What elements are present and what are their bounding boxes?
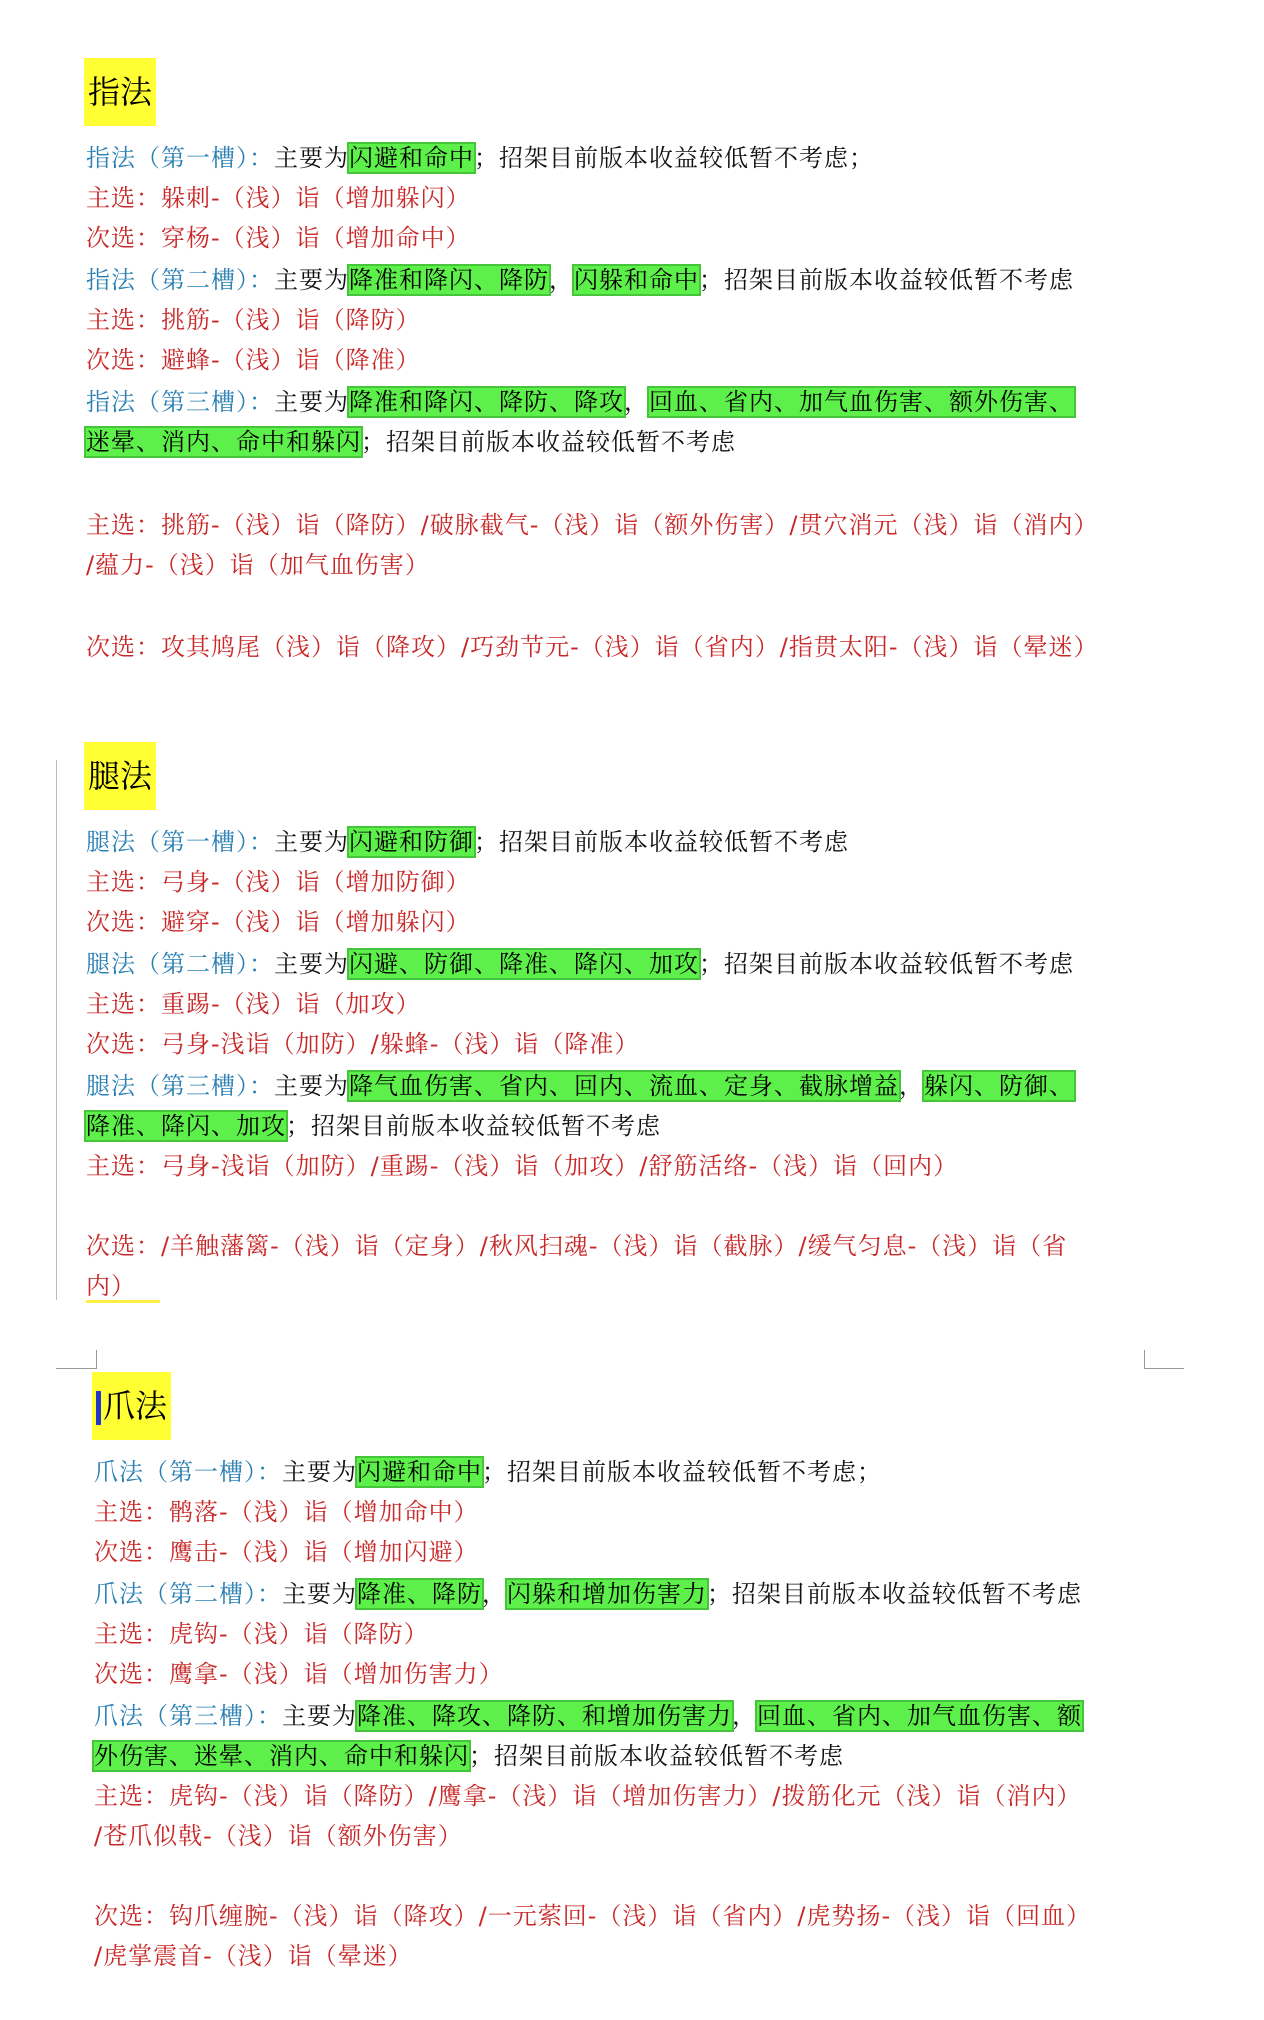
text-span: 次选：穿杨-（浅）诣（增加命中） (86, 224, 471, 252)
text-line (94, 1614, 1214, 1654)
text-line (94, 1574, 1214, 1614)
text-span: 指法（第二槽）： (86, 266, 274, 294)
text-span: 主要为 (274, 1072, 349, 1100)
text-line (86, 862, 1206, 902)
highlighted-text: 闪避、防御、降准、降闪、加攻 (349, 950, 699, 978)
text-line (94, 1936, 1214, 1976)
section-heading-tuifa: 腿法 (84, 742, 156, 810)
text-span: 次选：避穿-（浅）诣（增加躲闪） (86, 908, 471, 936)
text-span: 爪法（第三槽）： (94, 1702, 282, 1730)
text-line (86, 505, 1206, 545)
text-span: 次选：弓身-浅诣（加防）/躲蜂-（浅）诣（降准） (86, 1030, 640, 1058)
highlighted-text: 降准、降闪、加攻 (86, 1112, 286, 1140)
highlighted-text: 闪避和防御 (349, 828, 474, 856)
page-break-mark-right-v (1144, 1350, 1145, 1369)
highlighted-text: 降准和降闪、降防、降攻 (349, 388, 624, 416)
text-line (86, 902, 1206, 942)
text-span: 内） (86, 1272, 136, 1300)
text-line (86, 422, 1206, 462)
text-line (86, 178, 1206, 218)
text-line (86, 260, 1206, 300)
text-span: ；招架目前版本收益较低暂不考虑 (469, 1742, 844, 1770)
text-span: ， (482, 1580, 507, 1608)
text-span: 主选：虎钩-（浅）诣（降防） (94, 1620, 429, 1648)
highlighted-text: 躲闪、防御、 (924, 1072, 1074, 1100)
text-span: 主要为 (274, 144, 349, 172)
text-underline (86, 1300, 160, 1303)
text-line (94, 1696, 1214, 1736)
text-span: 爪法（第一槽）： (94, 1458, 282, 1486)
text-span: 主选：虎钩-（浅）诣（降防）/鹰拿-（浅）诣（增加伤害力）/拨筋化元（浅）诣（消内） (94, 1782, 1082, 1810)
text-span: 主要为 (274, 828, 349, 856)
text-span: 腿法（第二槽）： (86, 950, 274, 978)
text-span: ；招架目前版本收益较低暂不考虑； (482, 1458, 882, 1486)
text-line (86, 545, 1206, 585)
text-span: ；招架目前版本收益较低暂不考虑 (699, 266, 1074, 294)
highlighted-text: 闪避和命中 (349, 144, 474, 172)
text-span: 次选：鹰拿-（浅）诣（增加伤害力） (94, 1660, 504, 1688)
text-span: /蕴力-（浅）诣（加气血伤害） (86, 551, 430, 579)
highlighted-text: 迷晕、消内、命中和躲闪 (86, 428, 361, 456)
text-span: 主选：重踢-（浅）诣（加攻） (86, 990, 421, 1018)
highlighted-text: 回血、省内、加气血伤害、额外伤害、 (649, 388, 1074, 416)
text-span: 主选：挑筋-（浅）诣（降防） (86, 306, 421, 334)
text-span: ， (899, 1072, 924, 1100)
highlighted-text: 闪避和命中 (357, 1458, 482, 1486)
text-line (86, 944, 1206, 984)
page-break-mark-right (1144, 1368, 1184, 1369)
highlighted-text: 降准和降闪、降防 (349, 266, 549, 294)
text-span: ， (549, 266, 574, 294)
text-span: ， (624, 388, 649, 416)
text-line (86, 627, 1206, 667)
text-line (86, 218, 1206, 258)
text-line (86, 822, 1206, 862)
text-line (94, 1492, 1214, 1532)
section-heading-zhuafa (92, 1372, 171, 1440)
text-span: 次选：钩爪缠腕-（浅）诣（降攻）/一元萦回-（浅）诣（省内）/虎势扬-（浅）诣（回血） (94, 1902, 1092, 1930)
text-line (86, 1024, 1206, 1064)
text-line (94, 1816, 1214, 1856)
section-heading-zhifa: 指法 (84, 58, 156, 126)
text-span: 主要为 (274, 388, 349, 416)
text-span: ；招架目前版本收益较低暂不考虑 (286, 1112, 661, 1140)
text-span: 主选：鹘落-（浅）诣（增加命中） (94, 1498, 479, 1526)
text-span: ；招架目前版本收益较低暂不考虑 (699, 950, 1074, 978)
text-span: /虎掌震首-（浅）诣（晕迷） (94, 1942, 413, 1970)
text-span: ；招架目前版本收益较低暂不考虑 (707, 1580, 1082, 1608)
text-span: 主要为 (274, 266, 349, 294)
text-line (86, 340, 1206, 380)
text-span: 腿法（第一槽）： (86, 828, 274, 856)
text-line (86, 984, 1206, 1024)
text-span: /苍爪似戟-（浅）诣（额外伤害） (94, 1822, 463, 1850)
text-span: 主选：躲刺-（浅）诣（增加躲闪） (86, 184, 471, 212)
highlighted-text: 闪躲和命中 (574, 266, 699, 294)
text-line (94, 1532, 1214, 1572)
text-span: ；招架目前版本收益较低暂不考虑； (474, 144, 874, 172)
text-span: 次选：攻其鸠尾（浅）诣（降攻）/巧劲节元-（浅）诣（省内）/指贯太阳-（浅）诣（晕迷） (86, 633, 1099, 661)
text-line (94, 1654, 1214, 1694)
text-line (94, 1896, 1214, 1936)
section-heading-text: 爪法 (103, 1387, 168, 1425)
text-span: 指法（第一槽）： (86, 144, 274, 172)
highlighted-text: 外伤害、迷晕、消内、命中和躲闪 (94, 1742, 469, 1770)
text-line (94, 1736, 1214, 1776)
text-span: 主要为 (282, 1458, 357, 1486)
text-span: 腿法（第三槽）： (86, 1072, 274, 1100)
text-span: 主选：弓身-（浅）诣（增加防御） (86, 868, 471, 896)
text-line (86, 382, 1206, 422)
text-line (86, 1066, 1206, 1106)
text-span: 次选：鹰击-（浅）诣（增加闪避） (94, 1538, 479, 1566)
highlighted-text: 降准、降攻、降防、和增加伤害力 (357, 1702, 732, 1730)
text-span: ， (732, 1702, 757, 1730)
text-span: 指法（第三槽）： (86, 388, 274, 416)
highlighted-text: 降准、降防 (357, 1580, 482, 1608)
text-span: 次选：/羊触藩篱-（浅）诣（定身）/秋风扫魂-（浅）诣（截脉）/缓气匀息-（浅）诣（省 (86, 1232, 1068, 1260)
page-break-mark-left (56, 1368, 96, 1369)
highlighted-text: 闪躲和增加伤害力 (507, 1580, 707, 1608)
text-span: 主要为 (282, 1702, 357, 1730)
text-line (94, 1776, 1214, 1816)
text-span: 爪法（第二槽）： (94, 1580, 282, 1608)
text-line (86, 1226, 1206, 1266)
text-line (86, 1106, 1206, 1146)
text-line (86, 1266, 1206, 1306)
text-line (86, 1146, 1206, 1186)
text-span: ；招架目前版本收益较低暂不考虑 (474, 828, 849, 856)
text-span: 次选：避蜂-（浅）诣（降准） (86, 346, 421, 374)
highlighted-text: 降气血伤害、省内、回内、流血、定身、截脉增益 (349, 1072, 899, 1100)
text-span: ；招架目前版本收益较低暂不考虑 (361, 428, 736, 456)
highlighted-text: 回血、省内、加气血伤害、额 (757, 1702, 1082, 1730)
text-line (94, 1452, 1214, 1492)
text-span: 主要为 (274, 950, 349, 978)
margin-line (56, 760, 57, 1300)
text-span: 主选：挑筋-（浅）诣（降防）/破脉截气-（浅）诣（额外伤害）/贯穴消元（浅）诣（消内） (86, 511, 1099, 539)
text-cursor (96, 1391, 101, 1425)
text-line (86, 138, 1206, 178)
text-line (86, 300, 1206, 340)
page-break-mark-left-v (96, 1350, 97, 1369)
text-span: 主选：弓身-浅诣（加防）/重踢-（浅）诣（加攻）/舒筋活络-（浅）诣（回内） (86, 1152, 959, 1180)
text-span: 主要为 (282, 1580, 357, 1608)
